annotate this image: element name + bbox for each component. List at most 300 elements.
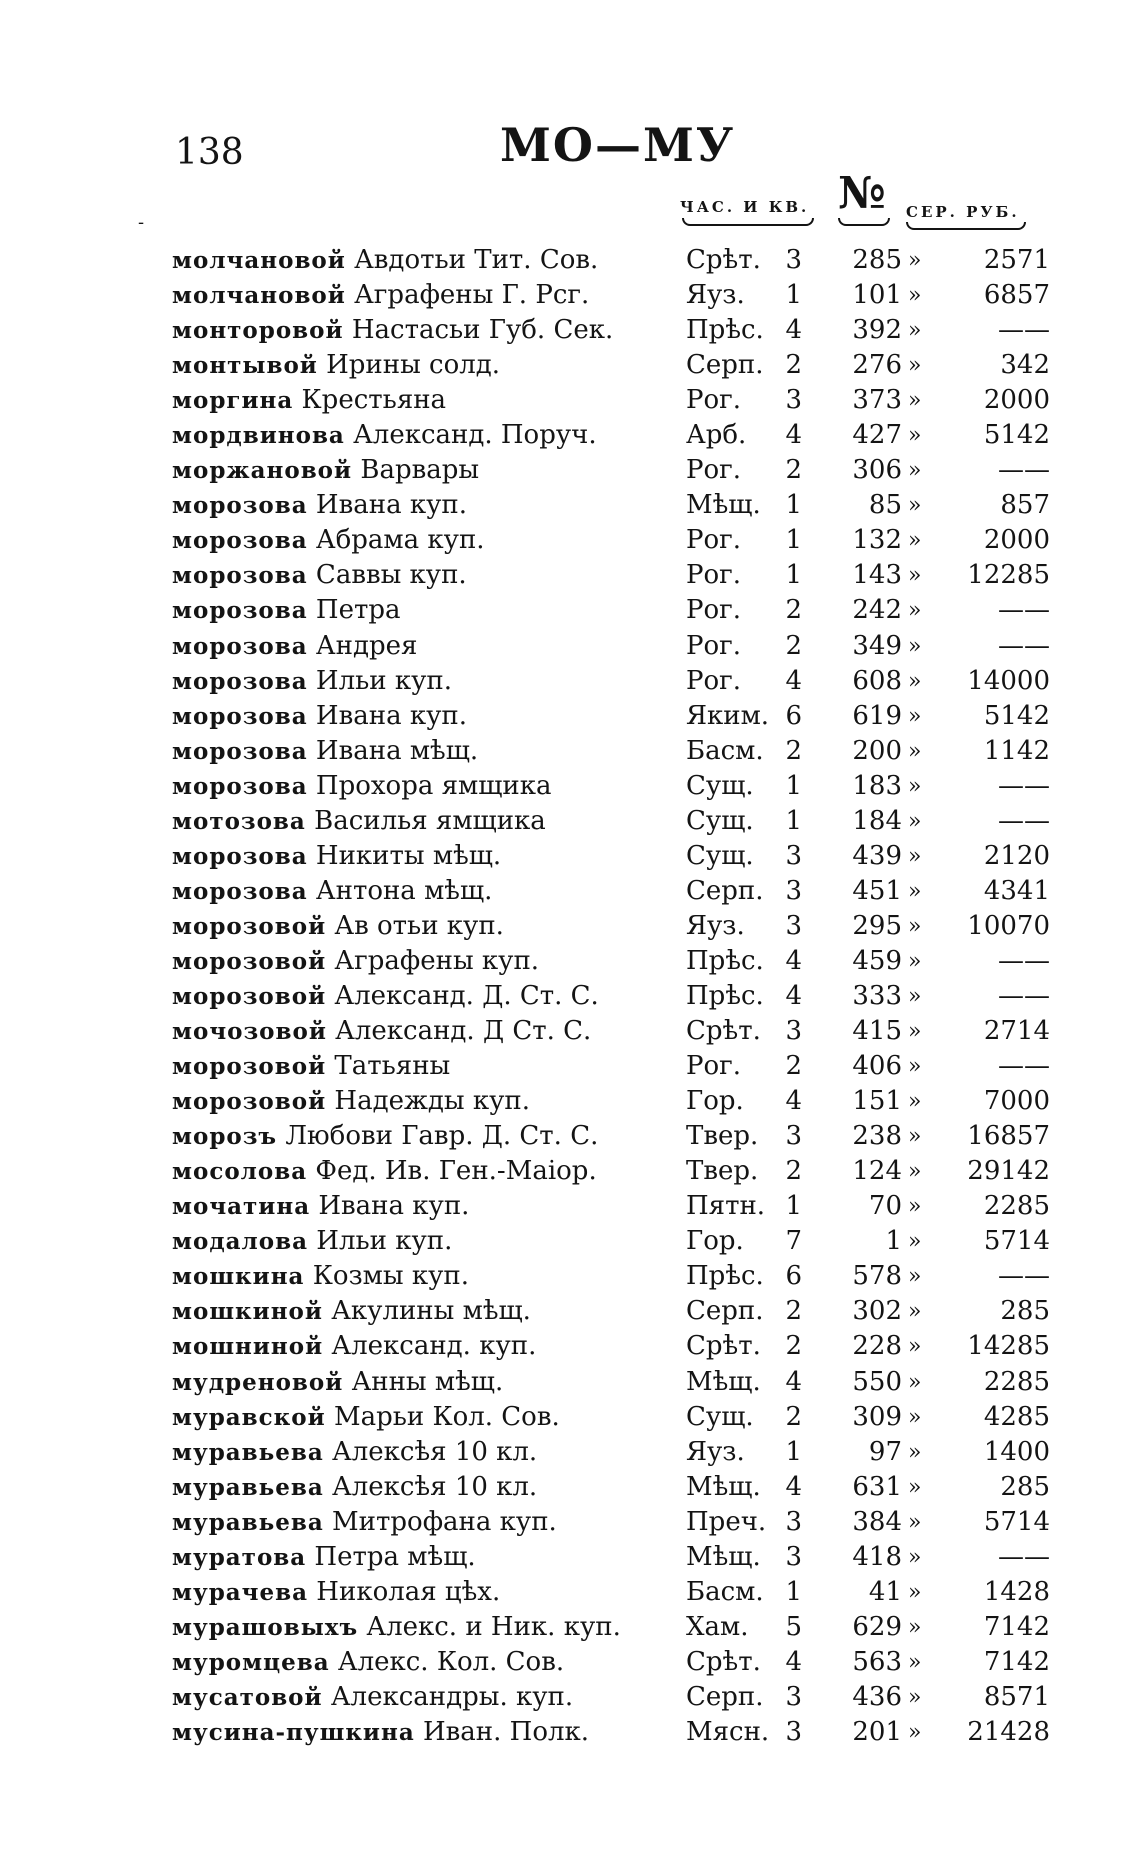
entry-rubles: 12285	[967, 560, 1050, 591]
entry-quarter: 3	[785, 385, 802, 416]
entry-house-number: 349	[852, 630, 902, 661]
entry-name	[172, 1049, 677, 1084]
entry-surname: муравьева	[172, 1508, 324, 1536]
table-row	[172, 629, 1052, 664]
entry-name	[172, 839, 677, 874]
entry-given-name: Ивана мѣщ.	[307, 735, 479, 766]
entry-given-name: Митрофана куп.	[323, 1506, 557, 1537]
entry-house-number: 143	[852, 560, 902, 591]
entry-surname: морозова	[172, 527, 308, 555]
table-row	[172, 593, 1052, 628]
entry-quarter: 3	[785, 1681, 802, 1712]
table-row	[172, 699, 1052, 734]
entry-part: Срѣт.	[686, 1646, 761, 1677]
entry-house-number: 70	[868, 1191, 902, 1222]
entry-part: Рог.	[686, 560, 742, 591]
entry-rubles: ——	[998, 455, 1050, 486]
entry-house-number: 459	[852, 945, 902, 976]
entry-house-number: 295	[852, 910, 902, 941]
entry-part: Прѣс.	[686, 980, 764, 1011]
entry-surname: мусатовой	[172, 1683, 323, 1711]
entry-house-number: 384	[852, 1506, 902, 1537]
entry-part: Яуз.	[686, 1436, 745, 1467]
entry-surname: морозовой	[172, 982, 327, 1010]
entry-quarter: 7	[785, 1226, 802, 1257]
entry-ditto-mark: »	[908, 528, 922, 554]
entry-house-number: 124	[852, 1156, 902, 1187]
entry-house-number: 563	[852, 1646, 902, 1677]
entry-ditto-mark: »	[908, 878, 922, 904]
entry-ditto-mark: »	[908, 1124, 922, 1150]
entry-name	[172, 979, 677, 1014]
entry-quarter: 1	[785, 1191, 802, 1222]
table-row	[172, 1400, 1052, 1435]
entry-quarter: 1	[785, 560, 802, 591]
entry-given-name: Иван. Полк.	[414, 1716, 590, 1747]
table-row	[172, 348, 1052, 383]
entry-quarter: 4	[785, 945, 802, 976]
entry-ditto-mark: »	[908, 353, 922, 379]
entry-surname: морозова	[172, 702, 308, 730]
entry-house-number: 439	[852, 840, 902, 871]
entry-given-name: Ивана куп.	[307, 490, 467, 521]
entry-name	[172, 804, 677, 839]
entry-rubles: 2714	[983, 1016, 1050, 1047]
entry-surname: морозовой	[172, 1053, 327, 1081]
entry-given-name: Василья ямщика	[305, 805, 546, 836]
entry-given-name: Ивана куп.	[307, 700, 467, 731]
entry-part: Прѣс.	[686, 315, 764, 346]
entry-ditto-mark: »	[908, 738, 922, 764]
entry-ditto-mark: »	[908, 1229, 922, 1255]
table-row	[172, 1119, 1052, 1154]
entry-house-number: 151	[852, 1086, 902, 1117]
entry-part: Твер.	[686, 1156, 759, 1187]
entry-name	[172, 769, 677, 804]
entry-surname: мошниной	[172, 1333, 324, 1361]
entry-ditto-mark: »	[908, 1649, 922, 1675]
entry-house-number: 1	[885, 1226, 902, 1257]
entry-house-number: 85	[868, 490, 902, 521]
entry-part: Рог.	[686, 595, 742, 626]
entry-part: Прѣс.	[686, 1261, 764, 1292]
entry-part: Мѣщ.	[686, 1541, 761, 1572]
column-header-rubles: СЕР. РУБ.	[906, 203, 1020, 221]
entry-ditto-mark: »	[908, 493, 922, 519]
entry-quarter: 1	[785, 770, 802, 801]
entry-name	[172, 1540, 677, 1575]
entry-part: Пятн.	[686, 1191, 766, 1222]
entry-given-name: Варвары	[352, 455, 480, 486]
entry-quarter: 3	[785, 840, 802, 871]
entry-rubles: ——	[998, 980, 1050, 1011]
entry-rubles: ——	[998, 1051, 1050, 1082]
table-row	[172, 664, 1052, 699]
entry-surname: мосолова	[172, 1158, 308, 1186]
entry-house-number: 373	[852, 385, 902, 416]
entry-given-name: Анны мѣщ.	[343, 1366, 504, 1397]
entry-given-name: Абрама куп.	[307, 525, 485, 556]
entry-name	[172, 1435, 677, 1470]
table-row	[172, 523, 1052, 558]
entry-part: Рог.	[686, 455, 742, 486]
table-row	[172, 1645, 1052, 1680]
entry-rubles: 4341	[983, 875, 1050, 906]
entry-ditto-mark: »	[908, 913, 922, 939]
entry-part: Рог.	[686, 665, 742, 696]
entry-part: Рог.	[686, 525, 742, 556]
entry-quarter: 3	[785, 1541, 802, 1572]
entry-given-name: Алекс. и Ник. куп.	[358, 1611, 621, 1642]
entry-ditto-mark: »	[908, 1299, 922, 1325]
entry-name	[172, 1365, 677, 1400]
entry-name	[172, 909, 677, 944]
column-header-number: №	[838, 168, 886, 219]
entry-surname: морозова	[172, 737, 308, 765]
table-row	[172, 1610, 1052, 1645]
entry-name	[172, 734, 677, 769]
entry-surname: морозова	[172, 772, 308, 800]
entry-part: Рог.	[686, 385, 742, 416]
entry-name	[172, 278, 677, 313]
entry-rubles: 5142	[983, 420, 1050, 451]
table-row	[172, 1259, 1052, 1294]
entry-ditto-mark: »	[908, 1579, 922, 1605]
entry-name	[172, 944, 677, 979]
entry-house-number: 101	[852, 280, 902, 311]
entry-surname: мордвинова	[172, 422, 345, 450]
table-row	[172, 453, 1052, 488]
entry-house-number: 418	[852, 1541, 902, 1572]
entry-part: Мѣщ.	[686, 490, 761, 521]
entry-quarter: 3	[785, 1716, 802, 1747]
entry-surname: морозова	[172, 667, 308, 695]
table-row	[172, 1189, 1052, 1224]
entry-part: Сущ.	[686, 840, 754, 871]
entry-house-number: 333	[852, 980, 902, 1011]
entry-part: Преч.	[686, 1506, 767, 1537]
entry-part: Басм.	[686, 735, 764, 766]
entry-quarter: 1	[785, 1436, 802, 1467]
table-row	[172, 1435, 1052, 1470]
entry-rubles: 2285	[983, 1366, 1050, 1397]
table-row	[172, 769, 1052, 804]
entry-given-name: Николая цѣх.	[308, 1576, 501, 1607]
entry-name	[172, 488, 677, 523]
entry-house-number: 619	[852, 700, 902, 731]
entry-part: Рог.	[686, 1051, 742, 1082]
entry-house-number: 183	[852, 770, 902, 801]
entry-house-number: 415	[852, 1016, 902, 1047]
entry-quarter: 1	[785, 525, 802, 556]
entry-given-name: Крестьяна	[293, 385, 447, 416]
entry-given-name: Настасьи Губ. Сек.	[343, 315, 614, 346]
entry-house-number: 578	[852, 1261, 902, 1292]
entry-part: Мѣщ.	[686, 1471, 761, 1502]
entry-part: Мѣщ.	[686, 1366, 761, 1397]
entry-part: Сущ.	[686, 805, 754, 836]
entry-part: Арб.	[686, 420, 747, 451]
entry-rubles: ——	[998, 770, 1050, 801]
entry-rubles: 1428	[983, 1576, 1050, 1607]
page-number: 138	[175, 132, 244, 173]
entry-name	[172, 558, 677, 593]
entry-quarter: 3	[785, 1506, 802, 1537]
entry-house-number: 451	[852, 875, 902, 906]
entry-surname: мурашовыхъ	[172, 1613, 359, 1641]
entry-rubles: 5714	[983, 1506, 1050, 1537]
entry-house-number: 200	[852, 735, 902, 766]
entry-rubles: 7142	[983, 1646, 1050, 1677]
entry-surname: мудреновой	[172, 1368, 344, 1396]
entry-rubles: 10070	[967, 910, 1050, 941]
entry-given-name: Козмы куп.	[304, 1261, 469, 1292]
entry-quarter: 2	[785, 735, 802, 766]
entry-quarter: 6	[785, 700, 802, 731]
entry-surname: мотозова	[172, 807, 306, 835]
entry-given-name: Любови Гавр. Д. Ст. С.	[277, 1121, 599, 1152]
table-row	[172, 1049, 1052, 1084]
entry-house-number: 302	[852, 1296, 902, 1327]
entry-ditto-mark: »	[908, 423, 922, 449]
entry-name	[172, 593, 677, 628]
entry-quarter: 1	[785, 490, 802, 521]
entry-house-number: 41	[868, 1576, 902, 1607]
entry-quarter: 4	[785, 665, 802, 696]
entry-surname: модалова	[172, 1228, 308, 1256]
entry-given-name: Татьяны	[326, 1051, 451, 1082]
entry-ditto-mark: »	[908, 1159, 922, 1185]
entry-quarter: 1	[785, 1576, 802, 1607]
entry-ditto-mark: »	[908, 983, 922, 1009]
entry-rubles: 285	[1000, 1296, 1050, 1327]
entry-rubles: 16857	[967, 1121, 1050, 1152]
table-row	[172, 1014, 1052, 1049]
entry-ditto-mark: »	[908, 703, 922, 729]
entry-ditto-mark: »	[908, 283, 922, 309]
entry-house-number: 242	[852, 595, 902, 626]
entry-name	[172, 418, 677, 453]
entry-part: Срѣт.	[686, 1331, 761, 1362]
entry-house-number: 631	[852, 1471, 902, 1502]
entry-name	[172, 1014, 677, 1049]
entry-house-number: 97	[868, 1436, 902, 1467]
table-row	[172, 488, 1052, 523]
entry-given-name: Ильи куп.	[307, 665, 453, 696]
entry-name	[172, 348, 677, 383]
entry-rubles: 14000	[967, 665, 1050, 696]
column-brace-number	[838, 218, 890, 226]
entry-part: Яким.	[686, 700, 770, 731]
entry-name	[172, 1610, 677, 1645]
entry-name	[172, 1084, 677, 1119]
column-header-part-quarter: ЧАС. И КВ.	[680, 198, 810, 216]
entry-given-name: Ильи куп.	[308, 1226, 453, 1257]
entry-ditto-mark: »	[908, 1719, 922, 1745]
entry-part: Прѣс.	[686, 945, 764, 976]
entry-rubles: 342	[1000, 350, 1050, 381]
entry-house-number: 228	[852, 1331, 902, 1362]
table-row	[172, 909, 1052, 944]
table-row	[172, 979, 1052, 1014]
entry-surname: мусина-пушкина	[172, 1718, 415, 1746]
table-row	[172, 383, 1052, 418]
entry-part: Срѣт.	[686, 245, 761, 275]
entry-name	[172, 664, 677, 699]
entry-quarter: 2	[785, 1156, 802, 1187]
entry-name	[172, 243, 677, 278]
running-head: МО—МУ	[500, 118, 736, 172]
entry-quarter: 2	[785, 350, 802, 381]
entry-surname: мурачева	[172, 1578, 309, 1606]
column-brace-rubles	[906, 222, 1026, 230]
entry-quarter: 2	[785, 455, 802, 486]
entry-ditto-mark: »	[908, 1089, 922, 1115]
entry-house-number: 406	[852, 1051, 902, 1082]
entry-given-name: Александ. Д Ст. С.	[326, 1016, 592, 1047]
entry-rubles: 5142	[983, 700, 1050, 731]
entry-surname: мошкиной	[172, 1298, 323, 1326]
entry-given-name: Надежды куп.	[326, 1086, 531, 1117]
entry-part: Сущ.	[686, 1401, 754, 1432]
entry-ditto-mark: »	[908, 843, 922, 869]
entry-rubles: 21428	[967, 1716, 1050, 1747]
entry-part: Серп.	[686, 350, 764, 381]
entry-surname: муравьева	[172, 1438, 324, 1466]
entry-name	[172, 1294, 677, 1329]
entry-name	[172, 313, 677, 348]
entry-house-number: 550	[852, 1366, 902, 1397]
entry-rubles: 285	[1000, 1471, 1050, 1502]
entry-quarter: 4	[785, 1646, 802, 1677]
entry-given-name: Аграфены Г. Рсг.	[345, 280, 590, 311]
entry-given-name: Алексѣя 10 кл.	[323, 1471, 538, 1502]
entry-surname: моржановой	[172, 457, 353, 485]
entry-ditto-mark: »	[908, 948, 922, 974]
entry-ditto-mark: »	[908, 1684, 922, 1710]
entry-surname: муромцева	[172, 1648, 330, 1676]
entry-surname: морозъ	[172, 1123, 278, 1151]
entry-given-name: Алексѣя 10 кл.	[323, 1436, 538, 1467]
table-row	[172, 418, 1052, 453]
entry-part: Гор.	[686, 1086, 744, 1117]
entry-given-name: Андрея	[307, 630, 418, 661]
entry-ditto-mark: »	[908, 1369, 922, 1395]
entry-rubles: 7000	[983, 1086, 1050, 1117]
entry-rubles: 2285	[983, 1191, 1050, 1222]
entry-name	[172, 1119, 677, 1154]
entry-quarter: 2	[785, 595, 802, 626]
entry-name	[172, 453, 677, 488]
entry-part: Басм.	[686, 1576, 764, 1607]
table-row	[172, 1505, 1052, 1540]
entry-ditto-mark: »	[908, 668, 922, 694]
entry-quarter: 4	[785, 315, 802, 346]
entry-quarter: 4	[785, 420, 802, 451]
entry-quarter: 3	[785, 1121, 802, 1152]
entry-ditto-mark: »	[908, 563, 922, 589]
entry-part: Яуз.	[686, 280, 745, 311]
entry-part: Сущ.	[686, 770, 754, 801]
entry-part: Яуз.	[686, 910, 745, 941]
entry-house-number: 285	[852, 245, 902, 275]
entry-rubles: 6857	[983, 280, 1050, 311]
entry-rubles: ——	[998, 630, 1050, 661]
entry-name	[172, 1189, 677, 1224]
entry-given-name: Саввы куп.	[307, 560, 467, 591]
entry-name	[172, 1259, 677, 1294]
table-row	[172, 734, 1052, 769]
entry-ditto-mark: »	[908, 388, 922, 414]
entry-name	[172, 1505, 677, 1540]
entry-quarter: 1	[785, 280, 802, 311]
entry-name	[172, 629, 677, 664]
table-row	[172, 1715, 1052, 1750]
entry-rubles: ——	[998, 945, 1050, 976]
entry-part: Срѣт.	[686, 1016, 761, 1047]
table-row	[172, 804, 1052, 839]
entry-surname: муравской	[172, 1403, 326, 1431]
stray-mark: -	[138, 212, 145, 233]
entry-quarter: 2	[785, 630, 802, 661]
entry-ditto-mark: »	[908, 1334, 922, 1360]
entry-part: Твер.	[686, 1121, 759, 1152]
entry-house-number: 276	[852, 350, 902, 381]
entry-surname: мочатина	[172, 1193, 311, 1221]
table-row	[172, 1329, 1052, 1364]
entry-given-name: Прохора ямщика	[307, 770, 552, 801]
entry-given-name: Ивана куп.	[310, 1191, 470, 1222]
entry-rubles: 2571	[983, 245, 1050, 275]
entry-quarter: 6	[785, 1261, 802, 1292]
entry-quarter: 4	[785, 1086, 802, 1117]
entry-surname: муравьева	[172, 1473, 324, 1501]
entry-given-name: Александ. куп.	[323, 1331, 537, 1362]
table-row	[172, 874, 1052, 909]
table-row	[172, 1365, 1052, 1400]
entry-ditto-mark: »	[908, 318, 922, 344]
entry-surname: морозовой	[172, 912, 327, 940]
entry-ditto-mark: »	[908, 1054, 922, 1080]
entry-part: Рог.	[686, 630, 742, 661]
entry-given-name: Петра мѣщ.	[306, 1541, 476, 1572]
table-row	[172, 1470, 1052, 1505]
entry-surname: монтывой	[172, 352, 318, 380]
entry-quarter: 4	[785, 1366, 802, 1397]
entry-surname: морозова	[172, 492, 308, 520]
entry-name	[172, 699, 677, 734]
entry-surname: мочозовой	[172, 1018, 327, 1046]
entry-ditto-mark: »	[908, 1614, 922, 1640]
table-row	[172, 1154, 1052, 1189]
entry-given-name: Марьи Кол. Сов.	[325, 1401, 560, 1432]
entry-house-number: 306	[852, 455, 902, 486]
entry-part: Мясн.	[686, 1716, 770, 1747]
table-row	[172, 1540, 1052, 1575]
entry-rubles: 29142	[967, 1156, 1050, 1187]
entry-part: Хам.	[686, 1611, 749, 1642]
entry-quarter: 2	[785, 1051, 802, 1082]
entry-ditto-mark: »	[908, 1439, 922, 1465]
entry-house-number: 184	[852, 805, 902, 836]
entry-given-name: Аграфены куп.	[326, 945, 540, 976]
entry-ditto-mark: »	[908, 633, 922, 659]
table-row	[172, 1084, 1052, 1119]
entry-name	[172, 1329, 677, 1364]
entry-rubles: ——	[998, 315, 1050, 346]
column-brace-part	[682, 218, 814, 226]
entry-surname: молчановой	[172, 282, 346, 310]
